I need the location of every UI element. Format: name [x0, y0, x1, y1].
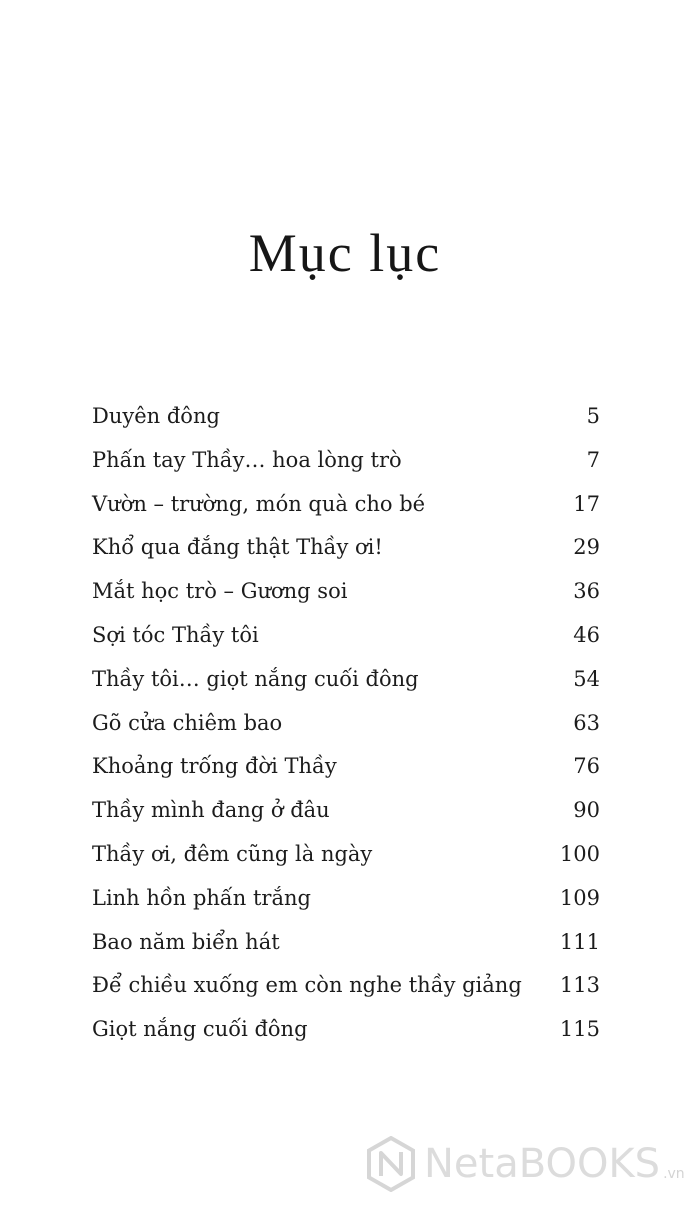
toc-entry	[92, 880, 600, 924]
toc-entry-title: Để chiều xuống em còn nghe thầy giảng	[92, 973, 522, 998]
toc-entry-title: Giọt nắng cuối đông	[92, 1017, 308, 1042]
toc-entry-page: 17	[573, 491, 600, 516]
netabooks-watermark	[366, 1136, 685, 1192]
toc-entry-page: 29	[573, 535, 600, 560]
toc-entry-title: Thầy ơi, đêm cũng là ngày	[92, 841, 373, 866]
toc-entry	[92, 398, 600, 442]
toc-entry-page: 36	[573, 579, 600, 604]
toc-entry-title: Gõ cửa chiêm bao	[92, 710, 283, 735]
toc-entry	[92, 442, 600, 486]
toc-entry-page: 7	[586, 447, 600, 472]
toc-entry-title: Khổ qua đắng thật Thầy ơi!	[92, 535, 383, 560]
toc-entry-page: 5	[586, 404, 600, 428]
toc-entry	[92, 661, 600, 705]
toc-entry-title: Sợi tóc Thầy tôi	[92, 622, 259, 647]
toc-entry	[92, 924, 600, 968]
watermark-brand: NetaBOOKS	[424, 1141, 661, 1187]
toc-entry	[92, 486, 600, 530]
toc-entry-title: Thầy tôi… giọt nắng cuối đông	[92, 666, 419, 691]
toc-entry	[92, 617, 600, 661]
toc-entry-page: 113	[559, 973, 600, 998]
toc-entry	[92, 792, 600, 836]
page-title: Mục lục	[248, 223, 442, 283]
toc-entry-page: 115	[559, 1017, 600, 1042]
toc-entry	[92, 705, 600, 749]
toc-entry-page: 90	[573, 798, 600, 823]
toc-entry-page: 100	[559, 841, 600, 866]
watermark-tld: .vn	[663, 1166, 685, 1182]
toc-entry-page: 63	[573, 710, 600, 735]
toc-entry-title: Phấn tay Thầy… hoa lòng trò	[92, 447, 402, 472]
toc-entry-page: 76	[573, 754, 600, 779]
table-of-contents	[92, 398, 600, 1055]
toc-entry-title: Thầy mình đang ở đâu	[92, 798, 330, 823]
toc-entry-title: Bao năm biển hát	[92, 929, 280, 954]
toc-entry-page: 109	[559, 885, 600, 910]
toc-entry	[92, 573, 600, 617]
toc-entry	[92, 967, 600, 1011]
toc-entry	[92, 748, 600, 792]
toc-entry-title: Khoảng trống đời Thầy	[92, 754, 337, 779]
toc-entry	[92, 836, 600, 880]
toc-entry-title: Mắt học trò – Gương soi	[92, 579, 348, 604]
toc-entry	[92, 1011, 600, 1055]
toc-entry-title: Linh hồn phấn trắng	[92, 885, 311, 910]
toc-entry-page: 54	[573, 666, 600, 691]
toc-entry-title: Vườn – trường, món quà cho bé	[92, 491, 426, 516]
toc-entry-page: 111	[559, 929, 600, 954]
toc-entry	[92, 529, 600, 573]
toc-entry-page: 46	[573, 622, 600, 647]
netabooks-logo-icon	[366, 1136, 416, 1192]
toc-entry-title: Duyên đông	[92, 404, 220, 428]
